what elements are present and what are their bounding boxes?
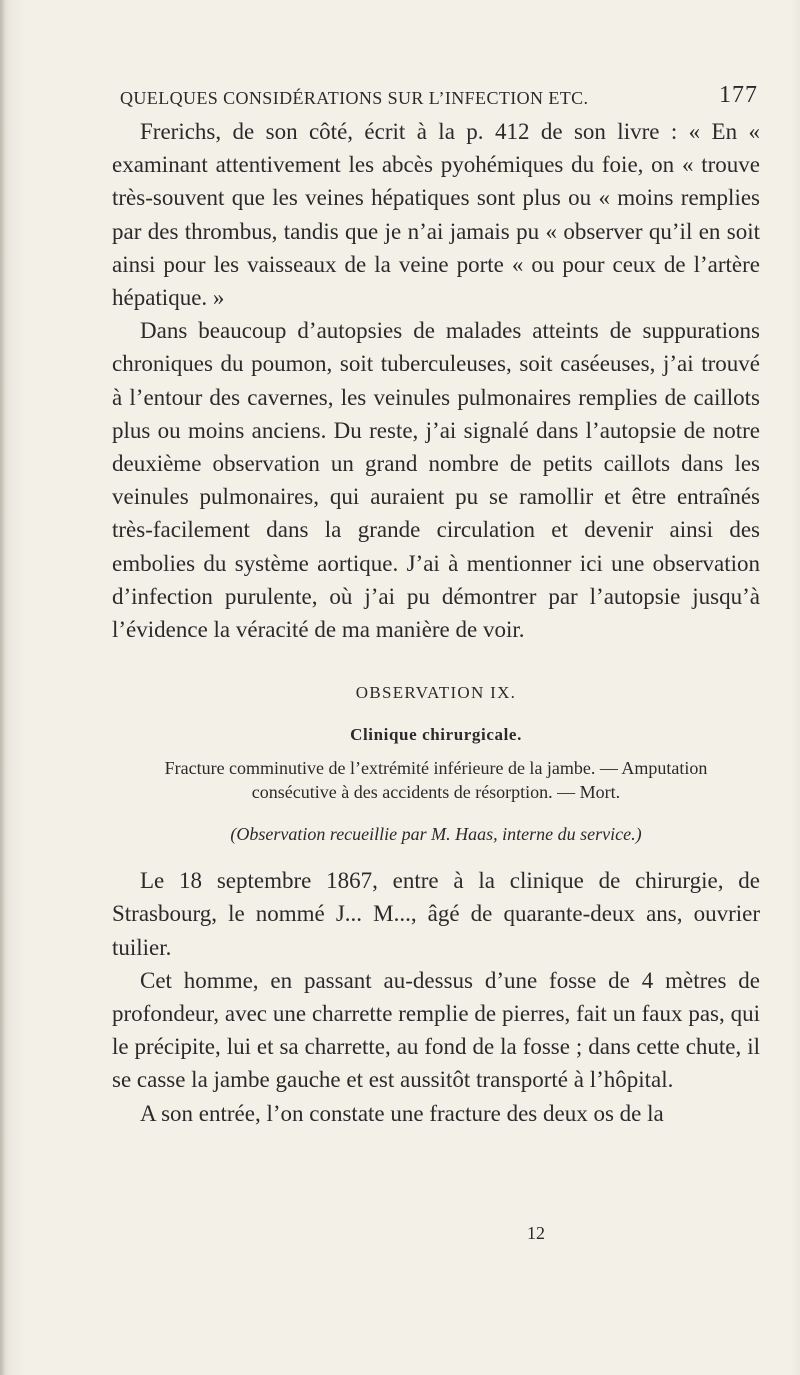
- observation-title: OBSERVATION IX.: [355, 683, 517, 703]
- summary-line-2: consécutive à des accidents de résorption. — Mort.: [251, 782, 621, 803]
- page-edge-shadow: [790, 0, 800, 1375]
- running-title: QUELQUES CONSIDÉRATIONS SUR L’INFECTION ETC.: [120, 88, 589, 108]
- paragraph-admission: Le 18 septembre 1867, entre à la clinique de chirurgie, de Strasbourg, le nommé J... M..., âgé de quarante-deux ans, ouvrier tuilier.: [112, 868, 760, 960]
- running-header: [112, 78, 760, 116]
- paragraph-accident: Cet homme, en passant au-dessus d’une fosse de 4 mètres de profondeur, avec une charrette remplie de pierres, fait un faux pas, qui le précipite, lui et sa charrette, au fond de la fosse ; dans cette chute, il se casse la jambe gauche et est aussitôt transporté à l’hôpital.: [112, 967, 760, 1093]
- page-binding-shadow: [0, 0, 6, 1375]
- paragraph-frerichs-quote: Frerichs, de son côté, écrit à la p. 412 de son livre : « En « examinant attentivement les abcès pyohémiques du foie, on « trouve très-souvent que les veines hépatiques sont plus ou « moins remplies par des thrombus, tandis que je n’ai jamais pu « observer qu’il en soit ainsi pour les vaisseaux de la veine porte « ou pour ceux de l’artère hépatique. »: [112, 119, 760, 311]
- page-content: [112, 78, 760, 1243]
- observation-note: (Observation recueillie par M. Haas, interne du service.): [230, 824, 642, 845]
- signature-mark: 12: [527, 1223, 545, 1243]
- clinic-title: Clinique chirurgicale.: [350, 725, 522, 745]
- observation-summary: [112, 756, 760, 804]
- main-text: [112, 115, 760, 646]
- page-number: 177: [719, 82, 758, 108]
- paragraph-entry-finding: A son entrée, l’on constate une fracture des deux os de la: [140, 1100, 664, 1126]
- observation-text: [112, 864, 760, 1130]
- paragraph-autopsies: Dans beaucoup d’autopsies de malades atteints de suppurations chroniques du poumon, soit tuberculeuses, soit caséeuses, j’ai trouvé à l’entour des cavernes, les veinules pulmonaires remplies de caillots plus ou moins anciens. Du reste, j’ai signalé dans l’autopsie de notre deuxième observation un grand nombre de petits caillots dans les veinules pulmonaires, qui auraient pu se ramollir et être entraînés très-facilement dans la grande circulation et devenir ainsi des embolies du système aortique. J’ai à mentionner ici une observation d’infection purulente, où j’ai pu démontrer par l’autopsie jusqu’à l’évidence la véracité de ma manière de voir.: [112, 318, 760, 643]
- summary-line-1: Fracture comminutive de l’extrémité inférieure de la jambe. — Amputation: [164, 758, 708, 779]
